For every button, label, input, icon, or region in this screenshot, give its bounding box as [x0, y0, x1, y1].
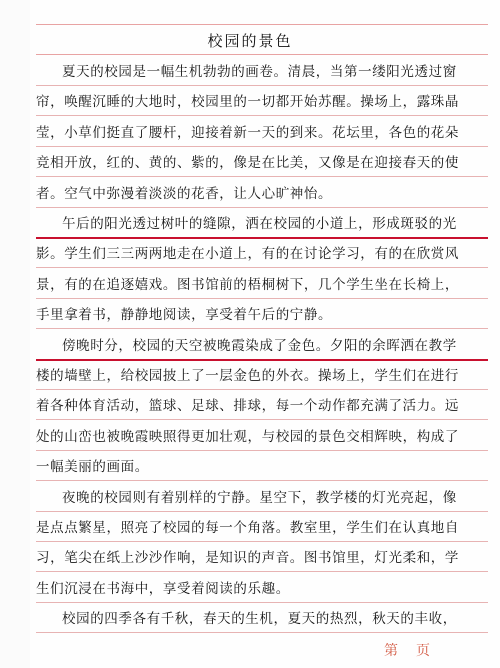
- text-line: [36, 180, 488, 208]
- line-text: 影。学生们三三两两地走在小道上，有的在讨论学习，有的在欣赏风: [36, 246, 459, 263]
- ruled-line: [36, 602, 488, 603]
- text-line: [36, 423, 488, 451]
- top-rule: [36, 24, 488, 25]
- line-text: 午后的阳光透过树叶的缝隙，洒在校园的小道上，形成斑驳的光: [62, 216, 457, 232]
- ruled-line: [36, 541, 488, 542]
- text-line: [36, 119, 488, 147]
- ruled-line: [36, 267, 488, 268]
- ruled-line: [36, 389, 488, 390]
- text-line: [36, 88, 488, 116]
- text-line: [36, 58, 488, 86]
- line-text: 景，有的在追逐嬉戏。图书馆前的梧桐树下，几个学生坐在长椅上，: [36, 276, 459, 293]
- line-text: 着各种体育活动，篮球、足球、排球，每一个动作都充满了活力。远: [36, 398, 459, 415]
- essay-title: 校园的景色: [207, 32, 293, 50]
- ruled-line: [36, 207, 488, 208]
- line-text: 生们沉浸在书海中，享受着阅读的乐趣。: [36, 580, 290, 597]
- text-line: [36, 514, 488, 542]
- text-line: [36, 453, 488, 481]
- line-text: 傍晚时分，校园的天空被晚霞染成了金色。夕阳的余晖洒在教学: [62, 337, 457, 354]
- text-line: [36, 544, 488, 572]
- line-text: 者。空气中弥漫着淡淡的花香，让人心旷神怡。: [36, 185, 333, 202]
- ruled-line: [36, 511, 488, 512]
- ruled-line: [36, 298, 488, 299]
- text-line: [36, 484, 488, 512]
- text-line: [36, 332, 488, 360]
- page-number-label: 第页: [384, 643, 448, 659]
- ruled-line: [36, 146, 488, 147]
- ruled-line: [36, 480, 488, 481]
- text-line: [36, 392, 488, 420]
- page-footer: [36, 632, 488, 668]
- ruled-line: [36, 419, 488, 420]
- text-line: [36, 605, 488, 633]
- title-rule: [36, 54, 488, 55]
- text-line: [36, 149, 488, 177]
- red-underline: [36, 237, 488, 239]
- line-text: 手里拿着书，静静地阅读，享受着午后的宁静。: [36, 307, 333, 324]
- text-line: [36, 362, 488, 390]
- text-line: [36, 575, 488, 603]
- line-text: 莹，小草们挺直了腰杆，迎接着新一天的到来。花坛里，各色的花朵: [36, 124, 459, 141]
- line-text: 处的山峦也被晚霞映照得更加壮观，与校园的景色交相辉映，构成了: [36, 428, 459, 445]
- ruled-line: [36, 450, 488, 451]
- ruled-line: [36, 115, 488, 116]
- line-text: 楼的墙壁上，给校园披上了一层金色的外衣。操场上，学生们在进行: [36, 368, 459, 384]
- text-line: [36, 301, 488, 329]
- ruled-line: [36, 328, 488, 329]
- text-line: [36, 271, 488, 299]
- line-text: 竞相开放，红的、黄的、紫的，像是在比美，又像是在迎接春天的使: [36, 155, 459, 172]
- line-text: 夏天的校园是一幅生机勃勃的画卷。清晨，当第一缕阳光透过窗: [62, 64, 457, 80]
- line-text: 校园的四季各有千秋，春天的生机，夏天的热烈，秋天的丰收，: [62, 611, 457, 628]
- ruled-line: [36, 176, 488, 177]
- line-text: 夜晚的校园则有着别样的宁静。星空下，教学楼的灯光亮起，像: [62, 489, 457, 506]
- red-underline: [36, 359, 488, 361]
- page-margin: [0, 0, 30, 668]
- line-text: 是点点繁星，照亮了校园的每一个角落。教室里，学生们在认真地自: [36, 520, 459, 536]
- text-line: [36, 240, 488, 268]
- ruled-line: [36, 571, 488, 572]
- line-text: 帘，唤醒沉睡的大地时，校园里的一切都开始苏醒。操场上，露珠晶: [36, 94, 459, 111]
- text-line: [36, 210, 488, 238]
- ruled-line: [36, 85, 488, 86]
- line-text: 一幅美丽的画面。: [36, 459, 149, 476]
- line-text: 习，笔尖在纸上沙沙作响，是知识的声音。图书馆里，灯光柔和，学: [36, 550, 459, 567]
